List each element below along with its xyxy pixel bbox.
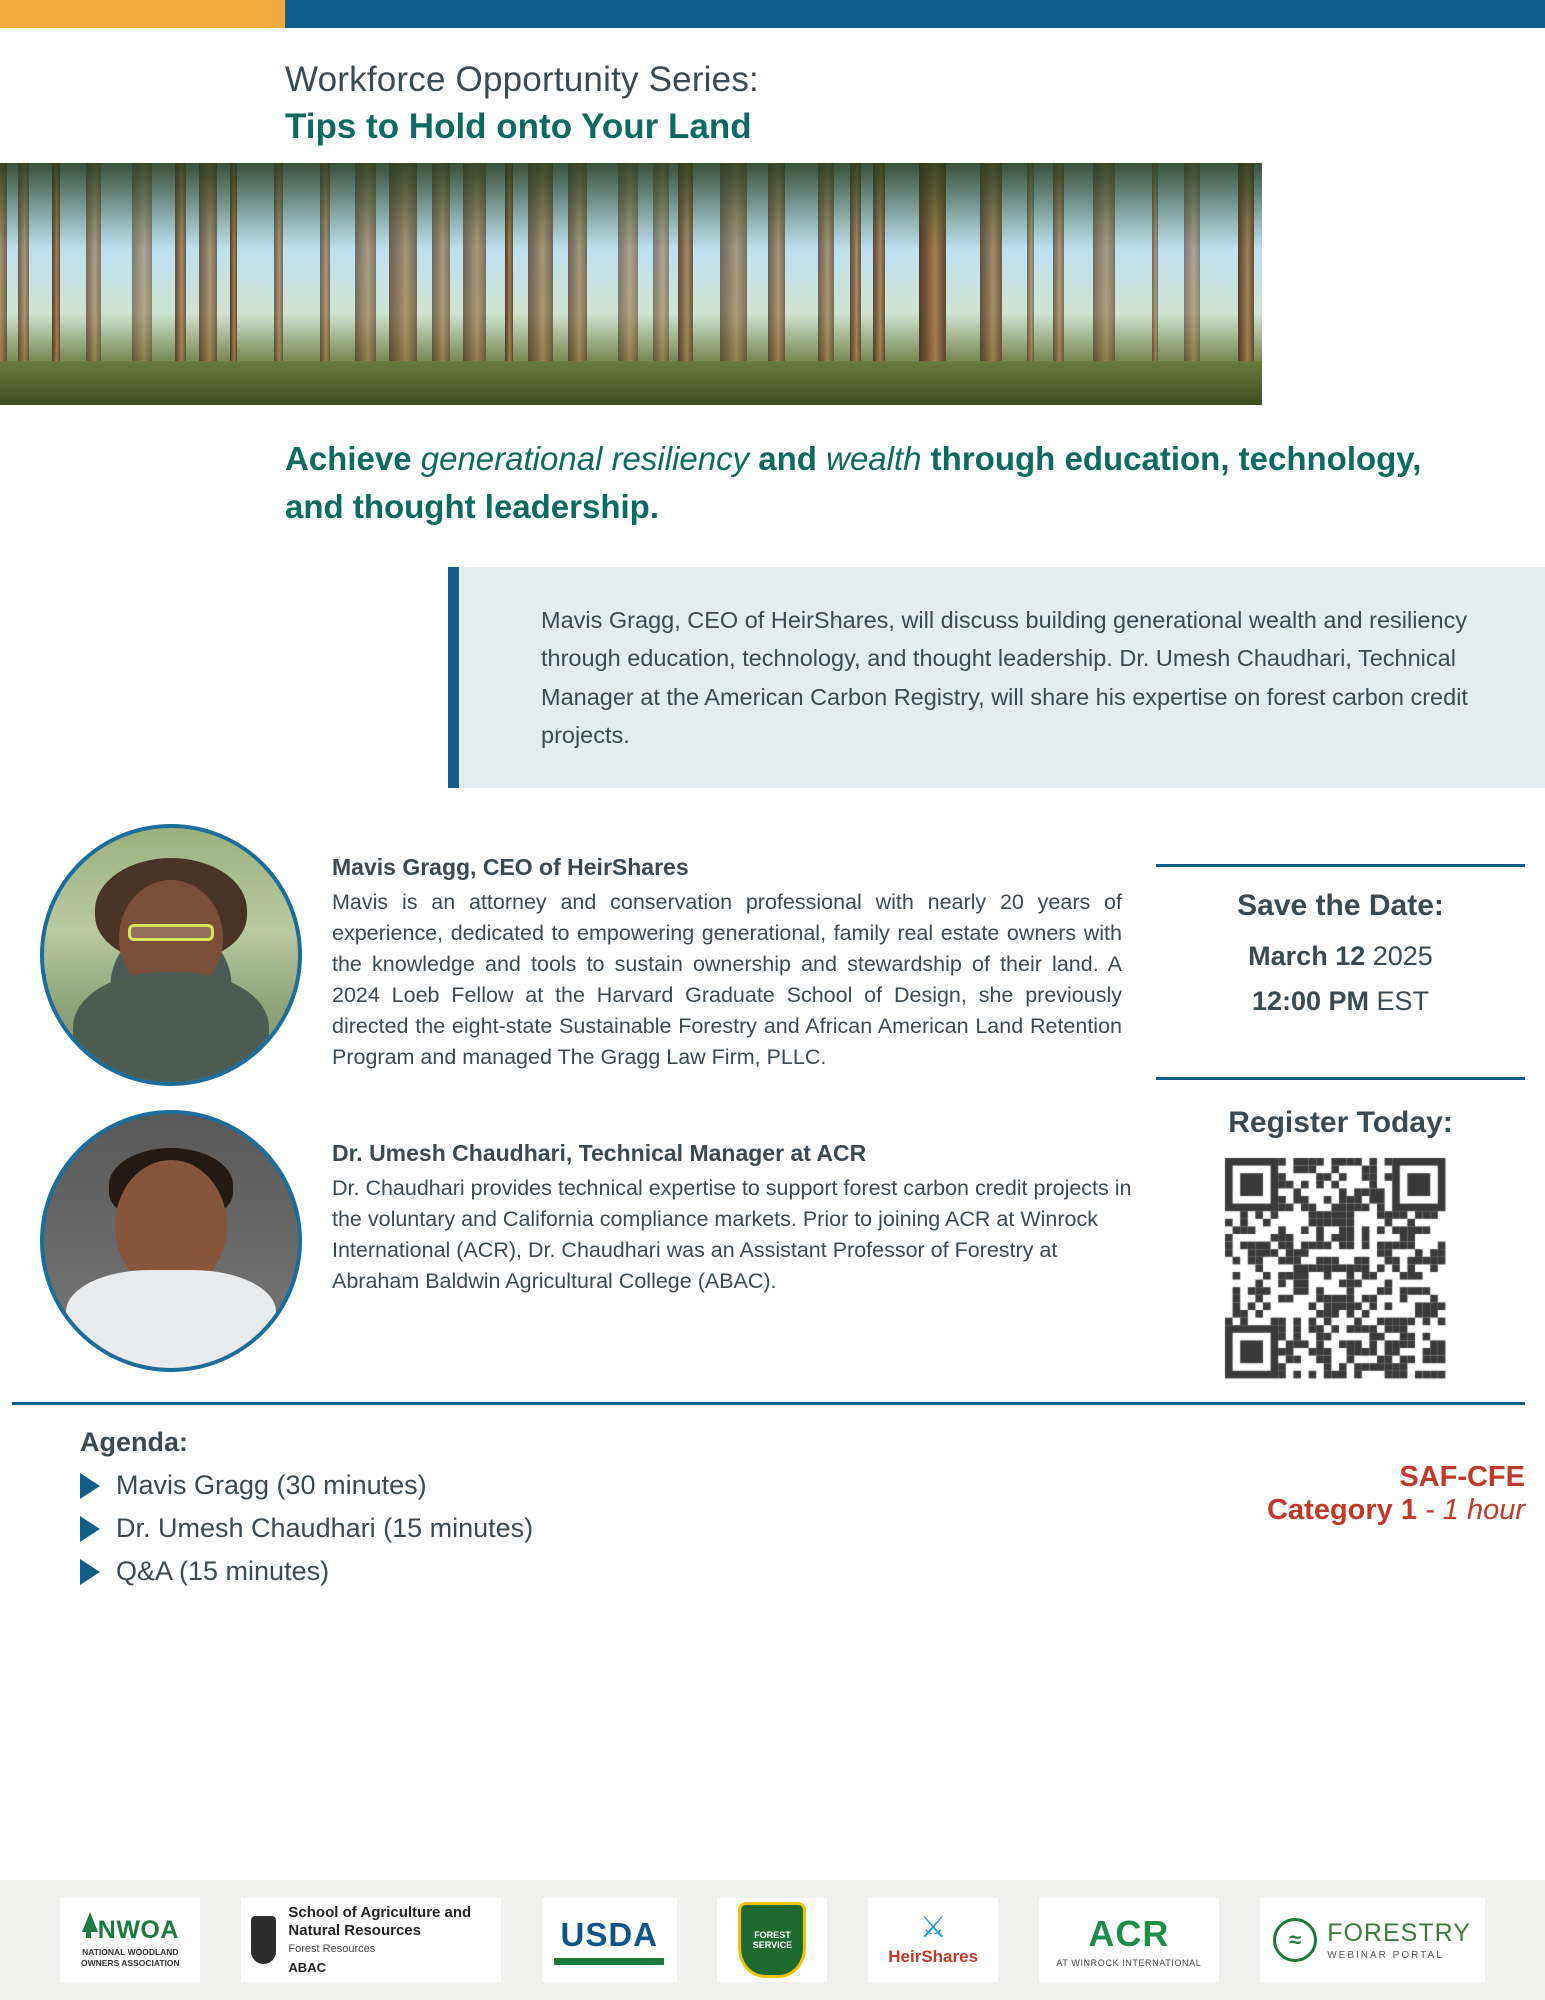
page-title: Tips to Hold onto Your Land [285,106,752,146]
speaker-bio [312,1104,1140,1372]
abac-shield-icon [251,1916,276,1964]
forest-service-badge-icon [738,1902,806,1978]
speaker-bio-text: Dr. Chaudhari provides technical expertise to support forest carbon credit projects in the voluntary and California compliance markets. Prior to joining ACR at Winrock International (ACR), Dr. Chaudhari was an Assistant Professor of Forestry at Abraham Baldwin Agricultural College (ABAC). [332,1176,1132,1293]
acr-text: ACR [1088,1912,1170,1954]
credit-badge [1115,1427,1545,1599]
acr-subtitle: AT WINROCK INTERNATIONAL [1056,1957,1202,1968]
agenda-title: Agenda: [80,1427,188,1458]
description-callout [448,567,1545,788]
event-timezone: EST [1369,986,1430,1017]
tree-icon [82,1912,98,1938]
credit-duration: - 1 hour [1417,1494,1525,1527]
event-date-bold: March 12 [1248,941,1366,972]
photo-collar-left [116,1274,146,1328]
abac-logo [241,1898,501,1982]
agenda-item-label: Mavis Gragg (30 minutes) [116,1470,427,1501]
forestry-webinar-portal-logo [1260,1898,1485,1982]
fwp-secondary: WEBINAR PORTAL [1327,1950,1444,1961]
credit-category: Category 1 [1267,1494,1417,1527]
mavis-gragg-photo [40,824,302,1086]
header-block [0,28,1545,163]
speakers-and-details [0,818,1545,1392]
triangle-bullet-icon [80,1559,100,1585]
credit-line2 [1115,1494,1525,1527]
save-the-date-title: Save the Date: [1237,889,1444,923]
sidebar-divider-mid [1156,1077,1525,1080]
nwoa-name: NWOA [97,1915,179,1944]
heirshares-tree-icon: ⚔ [919,1911,947,1944]
save-the-date-block [1156,867,1525,1055]
speakers-list [40,818,1140,1392]
speaker-bio-text: Mavis is an attorney and conservation professional with nearly 20 years of experience, dedicated to empowering generational, family real estate owners with the knowledge and tools to sustain ownership and stewardship of their land. A 2024 Loeb Fellow at the Harvard Graduate School of Design, she previously directed the eight-state Sustainable Forestry and African American Land Retention Program and managed The Gragg Law Firm, PLLC. [332,890,1122,1069]
speaker-photo-wrap [40,1104,312,1372]
acr-name [1088,1913,1169,1955]
umesh-chaudhari-photo [40,1110,302,1372]
forest-service-logo [717,1898,827,1982]
triangle-bullet-icon [80,1473,100,1499]
abac-logo-text [288,1904,491,1976]
abac-secondary: Forest Resources [288,1943,376,1956]
nwoa-logo [60,1898,200,1982]
forest-service-label: FOREST SERVICE [752,1929,793,1950]
speaker-name: Mavis Gragg, CEO of HeirShares [332,854,689,881]
top-color-bar [0,0,1545,28]
headline [0,405,1545,537]
photo-body [73,972,269,1086]
event-details-sidebar [1140,818,1545,1392]
event-date-year: 2025 [1365,941,1433,972]
photo-shirt [66,1270,276,1372]
fwp-text [1327,1919,1471,1961]
headline-part3: through education, technology, and thought leadership. [285,440,1422,526]
series-label: Workforce Opportunity Series: [285,60,759,99]
heirshares-logo [868,1898,998,1982]
usda-text: USDA [560,1915,658,1953]
speaker-name: Dr. Umesh Chaudhari, Technical Manager at ACR [332,1140,867,1167]
abac-label: ABAC [288,1960,326,1976]
headline-part2: and [749,440,827,478]
speaker-bio [312,818,1140,1086]
agenda-item-label: Dr. Umesh Chaudhari (15 minutes) [116,1513,534,1544]
headline-part1: Achieve [285,440,421,478]
nwoa-subtitle: NATIONAL WOODLAND OWNERS ASSOCIATION [80,1946,180,1968]
hero-ground [0,361,1262,405]
speaker-photo-wrap [40,818,312,1086]
hero-canopy-shadow [0,163,1262,249]
speaker-item [40,818,1140,1086]
usda-underline [554,1958,664,1965]
agenda-item [80,1470,1115,1501]
agenda-item-label: Q&A (15 minutes) [116,1556,330,1587]
forest-hero-image [0,163,1262,405]
sponsor-logo-bar [0,1880,1545,2000]
nwoa-logo-text [82,1912,179,1945]
top-bar-orange-segment [0,0,285,28]
event-time-bold: 12:00 PM [1251,986,1370,1017]
agenda-item [80,1556,1115,1587]
agenda-list [80,1427,1115,1599]
speaker-item [40,1104,1140,1372]
usda-logo [542,1898,677,1982]
agenda-section [0,1405,1545,1599]
headline-em2: wealth [826,440,922,478]
top-bar-blue-segment [285,0,1545,28]
acr-logo [1039,1898,1219,1982]
registration-qr-code[interactable] [1197,1154,1485,1392]
description-text: Mavis Gragg, CEO of HeirShares, will discuss building generational wealth and resiliency through education, technology, and thought leadership. Dr. Umesh Chaudhari, Technical Manager at the American Carbon Registry, will share his expertise on forest carbon credit projects. [541,606,1468,748]
abac-primary: School of Agriculture and Natural Resources [288,1904,472,1940]
photo-collar-right [196,1274,226,1328]
headline-em1: generational resiliency [420,440,750,478]
agenda-item [80,1513,1115,1544]
photo-glasses [128,924,214,941]
fwp-circle-icon: ≈ [1273,1918,1317,1962]
event-time [1156,986,1525,1017]
triangle-bullet-icon [80,1516,100,1542]
event-date [1156,941,1525,972]
heirshares-name: HeirShares [888,1947,979,1966]
credit-line1: SAF-CFE [1399,1461,1525,1494]
register-today-title: Register Today: [1228,1106,1453,1140]
fwp-primary: FORESTRY [1327,1919,1471,1947]
